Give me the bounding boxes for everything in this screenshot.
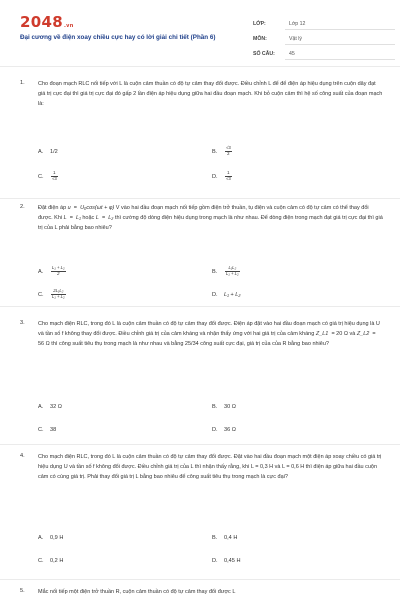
question-number: 4. xyxy=(20,453,25,459)
option-b[interactable]: B. $\frac{\text{L₁L₂}}{\text{L₁ + L₂}}$ xyxy=(212,265,239,276)
question-text: Cho mạch điện RLC, trong đó L là cuộn cảm thuần có độ tự cảm thay đổi được. Điện áp đặt vào hai đầu đoạn mạch có giá trị hiệu dụng là U và tần số f không thay đổi được. Điều chỉnh giá trị của cảm kháng và nhận thấy ứng với hai giá trị của cảm kháng Z_L1 = 20 Ω và Z_L2 = 56 Ω thì công suất tiêu thụ trong mạch là như nhau và bằng 25/34 công suất cực đại, giá trị của của R bằng bao nhiêu? xyxy=(38,321,380,347)
question-number: 1. xyxy=(20,80,25,86)
option-c[interactable]: C. 38 xyxy=(38,427,57,433)
meta-info xyxy=(253,16,395,61)
meta-row-count xyxy=(253,46,395,61)
meta-label: MÔN: xyxy=(253,35,267,42)
question-5 xyxy=(0,588,400,600)
meta-label: SỐ CÂU: xyxy=(253,50,275,57)
divider xyxy=(0,444,400,445)
question-text: Cho đoạn mạch RLC nối tiếp với L là cuộn cảm thuần có độ tự cảm thay đổi được. Điều chỉnh L để để điện áp hiệu dụng trên cuộn dây đạt giá trị cực đại thì giá trị cực đại đó gấp 2 lần điện áp hiệu dụng giữa hai đầu đoạn mạch. Khi bỏ cuộn cảm thì hệ số công suất của đoạn mạch là: xyxy=(38,81,383,107)
option-b[interactable]: B. 0,4 H xyxy=(212,535,238,541)
question-2 xyxy=(0,204,400,304)
option-c[interactable]: C. $\frac{1}{√3}$ xyxy=(38,170,57,181)
option-a[interactable]: A. 1/2 xyxy=(38,149,58,155)
option-b[interactable]: B. $\frac{√3}{2}$ xyxy=(212,145,231,156)
site-logo[interactable]: 2048.vn xyxy=(20,13,74,31)
option-d[interactable]: D. $\frac{1}{√3}$ xyxy=(212,170,231,181)
question-number: 3. xyxy=(20,320,25,326)
divider xyxy=(0,306,400,307)
option-d[interactable]: D. 36 Ω xyxy=(212,427,236,433)
option-d[interactable]: D. 0,45 H xyxy=(212,558,241,564)
meta-label: LỚP: xyxy=(253,20,266,27)
option-d[interactable]: D. L₁ + L₂ xyxy=(212,292,241,298)
question-text: Cho mạch điện RLC, trong đó L là cuộn cảm thuần có độ tự cảm thay đổi được. Đặt vào hai đầu đoạn mạch một điện áp xoay chiều có giá trị hiệu dụng U và tần số f không đổi được. Điều chỉnh giá trị của L thì nhận thấy rằng, khi L = 0,3 H và L = 0,6 H thì điện áp giữa hai đầu cuộn cảm có cùng giá trị. Phải thay đổi giá trị L bằng bao nhiêu để công suất tiêu thụ trong mạch là cực đại? xyxy=(38,454,382,480)
meta-value: Vật lý xyxy=(289,36,302,42)
question-text: Mắc nối tiếp một điện trở thuần R, cuộn cảm thuần có độ tự cảm thay đổi được L xyxy=(38,589,236,595)
divider xyxy=(0,579,400,580)
meta-value: Lớp 12 xyxy=(289,21,306,27)
question-number: 5. xyxy=(20,588,25,594)
question-text: Đặt điện áp u = U₀cos(ωt + φ) V vào hai đầu đoạn mạch nối tiếp gồm điện trở thuần, tụ điện và cuộn cảm có độ tự cảm có thể thay đổi được. Khi L = L₁ hoặc L = L₂ thì cường độ dòng điện hiệu dụng trong mạch là như nhau. Để dòng điện trong mạch đạt giá trị cực đại thì giá trị của L phải bằng bao nhiêu? xyxy=(38,205,383,231)
option-b[interactable]: B. 30 Ω xyxy=(212,404,236,410)
question-4 xyxy=(0,453,400,578)
option-a[interactable]: A. 0,9 H xyxy=(38,535,64,541)
option-a[interactable]: A. 32 Ω xyxy=(38,404,62,410)
header xyxy=(0,0,400,62)
page-title: Đại cương về điện xoay chiều cực hay có lời giải chi tiết (Phần 6) xyxy=(20,34,216,41)
option-c[interactable]: C. 0,2 H xyxy=(38,558,64,564)
question-3 xyxy=(0,320,400,445)
option-a[interactable]: A. $\frac{\text{L₁ + L₂}}{2}$ xyxy=(38,265,65,276)
meta-row-subject xyxy=(253,31,395,46)
divider xyxy=(0,66,400,67)
question-number: 2. xyxy=(20,204,25,210)
meta-value: 45 xyxy=(289,51,295,57)
divider xyxy=(0,198,400,199)
question-1 xyxy=(0,80,400,200)
option-c[interactable]: C. $\frac{\text{2L₁L₂}}{\text{L₁ + L₂}}$ xyxy=(38,288,65,299)
meta-row-class xyxy=(253,16,395,31)
